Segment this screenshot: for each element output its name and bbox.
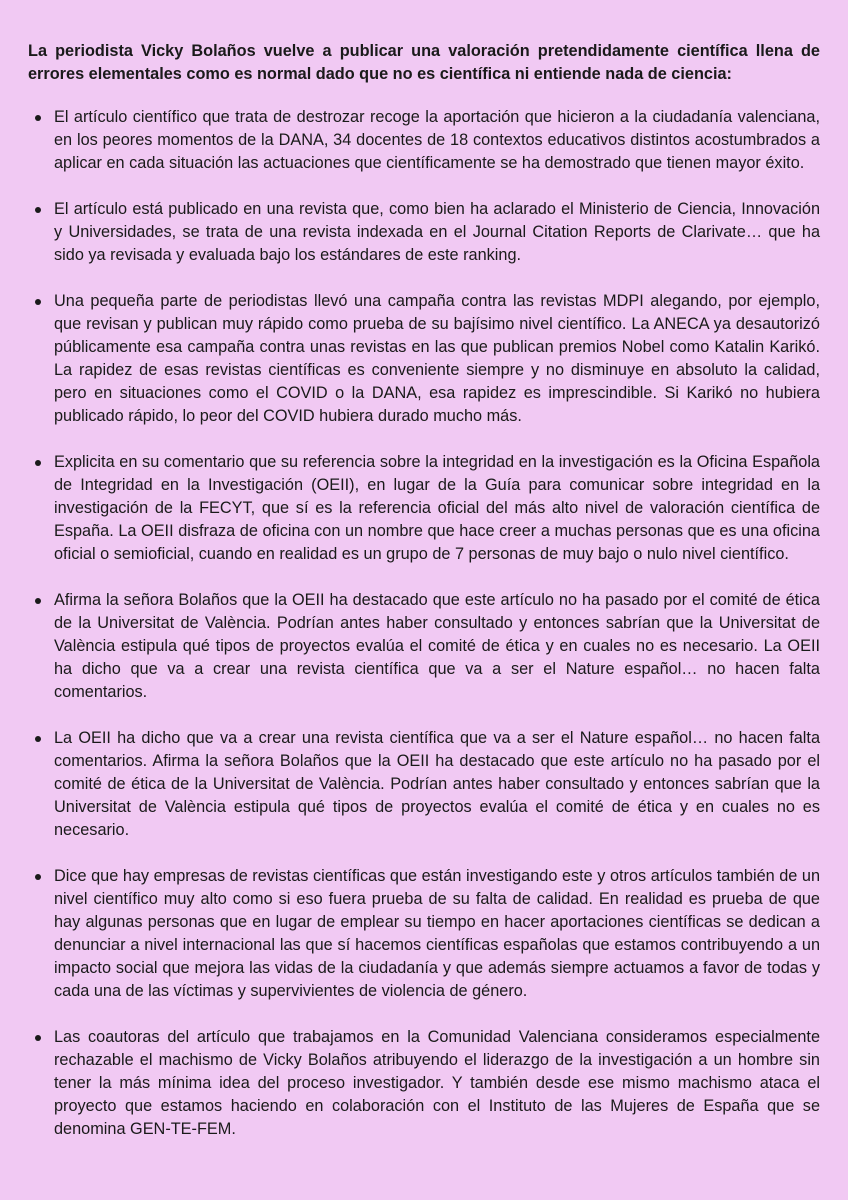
bullet-item xyxy=(28,198,820,267)
bullet-text: La OEII ha dicho que va a crear una revista científica que va a ser el Nature español… no hacen falta comentarios. Afirma la señora Bolaños que la OEII ha destacado que este artículo no ha pasado por el comité de ética de la Universitat de València. Podrían antes haber consultado y entonces sabrían que la Universitat de València estipula qué tipos de proyectos evalúa el comité de ética y en cuales no es necesario. xyxy=(54,729,820,839)
bullet-item xyxy=(28,727,820,842)
bullet-dot-icon xyxy=(35,874,41,880)
bullet-dot-icon xyxy=(35,460,41,466)
bullet-text: El artículo está publicado en una revista que, como bien ha aclarado el Ministerio de Ciencia, Innovación y Universidades, se trata de una revista indexada en el Journal Citation Reports de Clarivate… que ha sido ya revisada y evaluada bajo los estándares de este ranking. xyxy=(54,200,820,264)
bullet-dot-icon xyxy=(35,1035,41,1041)
bullet-dot-icon xyxy=(35,115,41,121)
bullet-dot-icon xyxy=(35,207,41,213)
bullet-list xyxy=(28,106,820,1141)
bullet-text: Las coautoras del artículo que trabajamos en la Comunidad Valenciana consideramos especialmente rechazable el machismo de Vicky Bolaños atribuyendo el liderazgo de la investigación a un hombre sin tener la más mínima idea del proceso investigador. Y también desde ese mismo machismo ataca el proyecto que estamos haciendo en colaboración con el Instituto de las Mujeres de España que se denomina GEN-TE-FEM. xyxy=(54,1028,820,1138)
bullet-text: Afirma la señora Bolaños que la OEII ha destacado que este artículo no ha pasado por el comité de ética de la Universitat de València. Podrían antes haber consultado y entonces sabrían que la Universitat de València estipula qué tipos de proyectos evalúa el comité de ética y en cuales no es necesario. La OEII ha dicho que va a crear una revista científica que va a ser el Nature español… no hacen falta comentarios. xyxy=(54,591,820,701)
bullet-item xyxy=(28,451,820,566)
bullet-item xyxy=(28,1026,820,1141)
bullet-text: Una pequeña parte de periodistas llevó una campaña contra las revistas MDPI alegando, por ejemplo, que revisan y publican muy rápido como prueba de su bajísimo nivel científico. La ANECA ya desautorizó públicamente esa campaña contra unas revistas en las que publican premios Nobel como Katalin Karikó. La rapidez de esas revistas científicas es conveniente siempre y no disminuye en absoluto la calidad, pero en situaciones como el COVID o la DANA, esa rapidez es imprescindible. Si Karikó no hubiera publicado rápido, lo peor del COVID hubiera durado mucho más. xyxy=(54,292,820,425)
bullet-text: El artículo científico que trata de destrozar recoge la aportación que hicieron a la ciudadanía valenciana, en los peores momentos de la DANA, 34 docentes de 18 contextos educativos distintos acostumbrados a aplicar en cada situación las actuaciones que científicamente se ha demostrado que tienen mayor éxito. xyxy=(54,108,820,172)
bullet-item xyxy=(28,589,820,704)
bullet-item xyxy=(28,290,820,428)
bullet-dot-icon xyxy=(35,736,41,742)
bullet-dot-icon xyxy=(35,299,41,305)
intro-paragraph: La periodista Vicky Bolaños vuelve a publicar una valoración pretendidamente científica llena de errores elementales como es normal dado que no es científica ni entiende nada de ciencia: xyxy=(28,42,820,83)
bullet-item xyxy=(28,865,820,1003)
bullet-dot-icon xyxy=(35,598,41,604)
bullet-item xyxy=(28,106,820,175)
bullet-text: Dice que hay empresas de revistas científicas que están investigando este y otros artículos también de un nivel científico muy alto como si eso fuera prueba de su falta de calidad. En realidad es prueba de que hay algunas personas que en lugar de emplear su tiempo en hacer aportaciones científicas se dedican a denunciar a nivel internacional las que sí hacemos científicas españolas que estamos contribuyendo a un impacto social que mejora las vidas de la ciudadanía y que además siempre actuamos a favor de todas y cada una de las víctimas y supervivientes de violencia de género. xyxy=(54,867,820,1000)
bullet-text: Explicita en su comentario que su referencia sobre la integridad en la investigación es la Oficina Española de Integridad en la Investigación (OEII), en lugar de la Guía para comunicar sobre integridad en la investigación de la FECYT, que sí es la referencia oficial del más alto nivel de valoración científica de España. La OEII disfraza de oficina con un nombre que hace creer a muchas personas que es una oficina oficial o semioficial, cuando en realidad es un grupo de 7 personas de muy bajo o nulo nivel científico. xyxy=(54,453,820,563)
